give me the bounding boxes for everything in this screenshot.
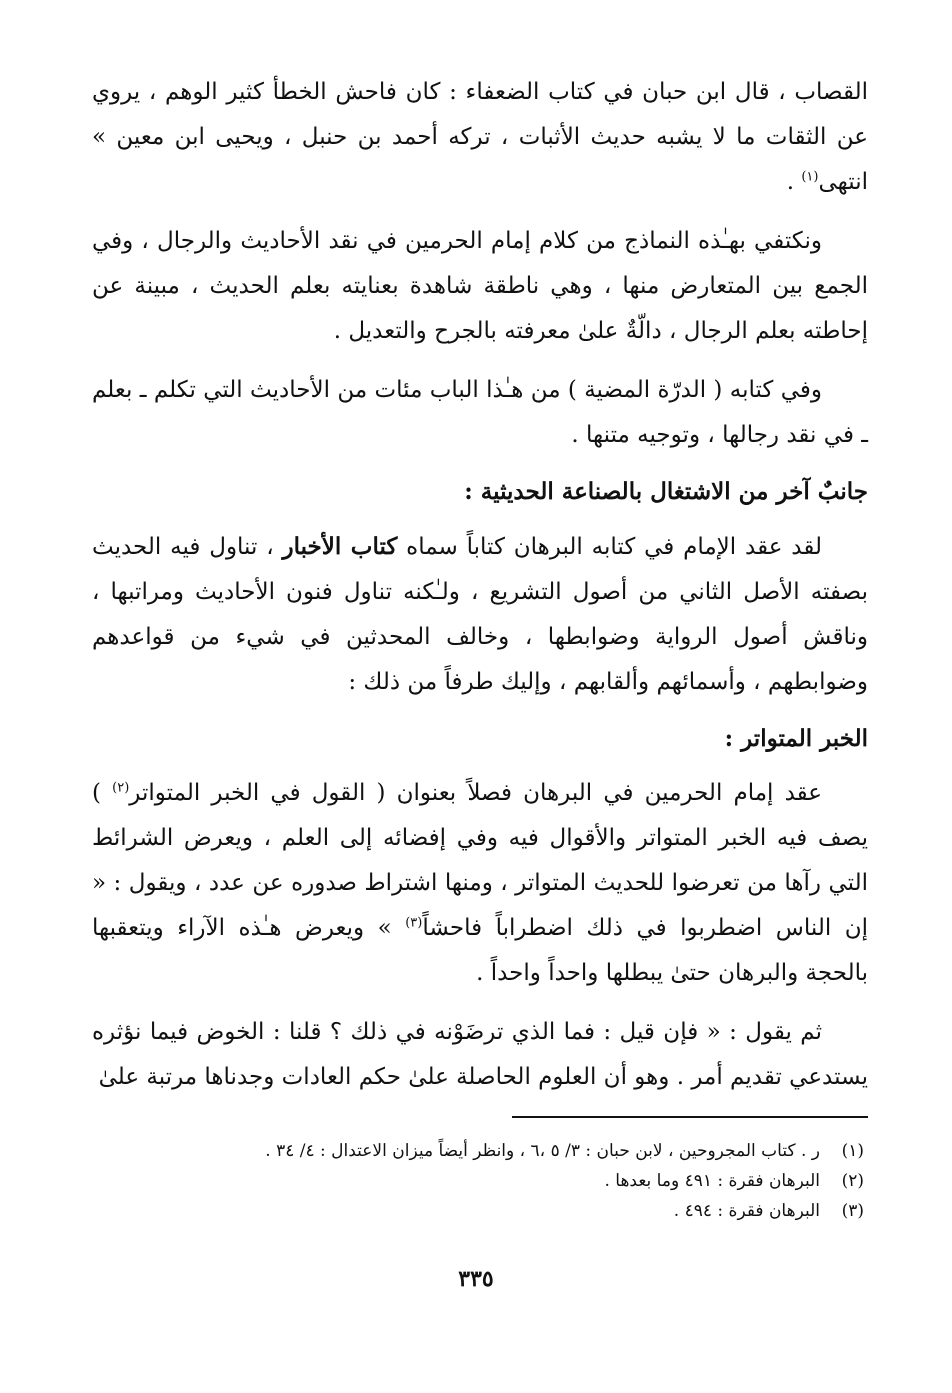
footnote-ref-1[interactable]: (١) [801, 169, 819, 185]
paragraph-5 [92, 771, 868, 996]
section-heading-mutawatir: الخبر المتواتر : [724, 725, 868, 752]
footnote-2-number: (٢) [841, 1171, 864, 1191]
paragraph-1-text: القصاب ، قال ابن حبان في كتاب الضعفاء : كان فاحش الخطأ كثير الوهم ، يروي عن الثقات ما لا يشبه حديث الأثبات ، تركه أحمد بن حنبل ، ويحيى ابن معين » انتهى [92, 79, 868, 195]
footnote-ref-3[interactable]: (٣) [405, 915, 423, 931]
footnote-2 [92, 1166, 868, 1196]
footnote-divider [512, 1116, 868, 1118]
main-text [92, 70, 868, 1100]
footnote-2-text: البرهان فقرة : ٤٩١ وما بعدها . [604, 1171, 820, 1191]
paragraph-1 [92, 70, 868, 205]
book-title-akhbar: كتاب الأخبار [282, 533, 398, 560]
section-heading-practice: جانبٌ آخر من الاشتغال بالصناعة الحديثية : [464, 478, 868, 505]
footnote-3-text: البرهان فقرة : ٤٩٤ . [673, 1201, 820, 1221]
footnotes [92, 1136, 868, 1226]
footnote-ref-2[interactable]: (٢) [112, 780, 130, 796]
footnote-3-number: (٣) [841, 1201, 864, 1221]
paragraph-4-rest: ، تناول فيه الحديث بصفته الأصل الثاني من أصول التشريع ، ولـٰكنه تناول فنون الأحاديث ومراتبها ، وناقش أصول الرواية وضوابطها ، وخالف المحدثين في شيء من قواعدهم وضوابطهم ، وأسمائهم وألقابهم ، وإليك طرفاً من ذلك : [92, 534, 868, 695]
paragraph-1-end: . [786, 169, 802, 195]
paragraph-5-part-b: ) يصف فيه الخبر المتواتر والأقوال فيه وفي إفضائه إلى العلم ، ويعرض الشرائط التي رآها من تعرضوا للحديث المتواتر ، ومنها اشتراط صدوره عن عدد ، ويقول : « إن الناس اضطربوا في ذلك اضطراباً فاحشاً [92, 780, 868, 941]
paragraph-5-part-a: عقد إمام الحرمين في البرهان فصلاً بعنوان ( القول في الخبر المتواتر [129, 780, 822, 806]
paragraph-4 [92, 524, 868, 705]
footnote-3 [92, 1196, 868, 1226]
page-number: ٣٣٥ [458, 1266, 494, 1292]
footnote-1-number: (١) [841, 1141, 864, 1161]
paragraph-3: وفي كتابه ( الدرّة المضية ) من هـٰذا الباب مئات من الأحاديث التي تكلم ـ بعلم ـ في نقد رجالها ، وتوجيه متنها . [92, 377, 868, 448]
footnote-1-text: ر . كتاب المجروحين ، لابن حبان : ٣/ ٥ ،٦ ، وانظر أيضاً ميزان الاعتدال : ٤/ ٣٤ . [265, 1141, 820, 1161]
paragraph-6: ثم يقول : « فإن قيل : فما الذي ترضَوْنه في ذلك ؟ قلنا : الخوض فيما نؤثره يستدعي تقديم أمر . وهو أن العلوم الحاصلة علىٰ حكم العادات وجدناها مرتبة علىٰ [92, 1019, 868, 1090]
footnote-1 [92, 1136, 868, 1166]
paragraph-5-part-c: » ويعرض هـٰذه الآراء ويتعقبها بالحجة والبرهان حتىٰ يبطلها واحداً واحداً . [92, 915, 868, 986]
paragraph-4-start: لقد عقد الإمام في كتابه البرهان كتاباً سماه [397, 534, 822, 560]
paragraph-2: ونكتفي بهـٰذه النماذج من كلام إمام الحرمين في نقد الأحاديث والرجال ، وفي الجمع بين المتعارض منها ، وهي ناطقة شاهدة بعنايته بعلم الحديث ، مبينة عن إحاطته بعلم الرجال ، دالّةٌ علىٰ معرفته بالجرح والتعديل . [92, 228, 868, 344]
